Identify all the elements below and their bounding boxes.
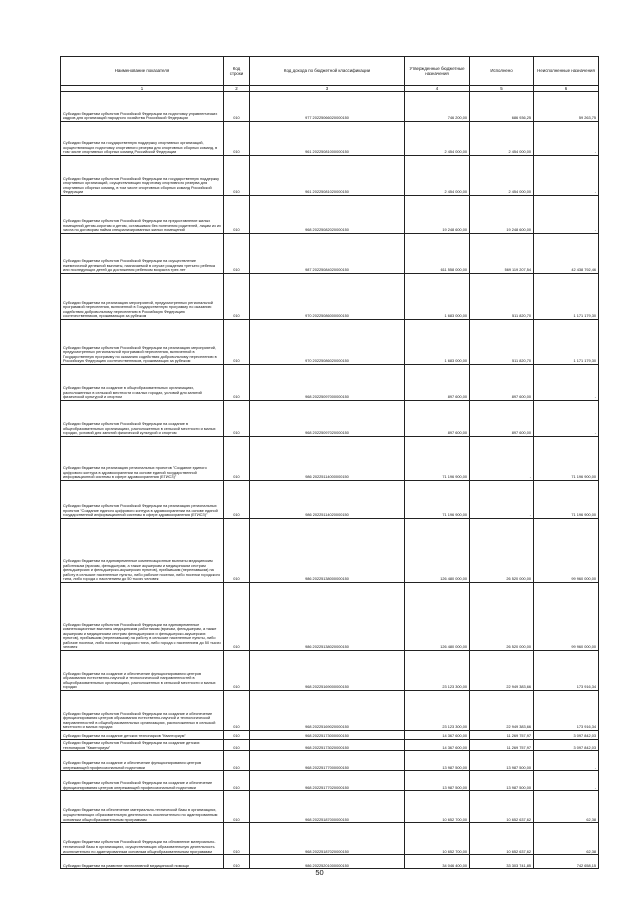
unexecuted-amount-cell: 42 438 792,46 [534, 234, 599, 274]
table-row [61, 771, 599, 791]
approved-amount-cell: 126 480 000,00 [405, 519, 470, 583]
indicator-name-cell: Субсидии бюджетам на государственную поддержку спортивных организаций, осуществляющих подготовку спортивного резерва для спортивных сборных команд, в том числе спортивных сборных команд Российской Федерации [61, 122, 224, 156]
executed-amount-cell: - [470, 437, 534, 481]
indicator-name-cell: Субсидии бюджетам на единовременные компенсационные выплаты медицинским работникам (врачам, фельдшерам, а также акушеркам и медицинским сестрам фельдшерских и фельдшерско-акушерских пунктов), прибывшим (переехавшим) на работу в сельские населенные пункты, либо рабочие поселки, либо поселки городского типа, либо города с населением до 50 тысяч человек [61, 519, 224, 583]
unexecuted-amount-cell: 62,38 [534, 791, 599, 823]
executed-amount-cell: 19 248 600,00 [470, 196, 534, 234]
unexecuted-amount-cell: 99 960 000,00 [534, 519, 599, 583]
table-row [61, 731, 599, 740]
header-approved-appropriations: Утвержденные бюджетные назначения [405, 57, 470, 86]
table-row [61, 92, 599, 122]
table-row [61, 320, 599, 365]
executed-amount-cell: - [470, 481, 534, 519]
indicator-name-cell: Субсидии бюджетам на создание и обеспечение функционирования центров опережающей профессиональной подготовки [61, 751, 224, 771]
executed-amount-cell: 897 600,00 [470, 365, 534, 401]
column-number: 2 [224, 86, 250, 92]
line-code-cell: 010 [224, 691, 250, 731]
header-executed: Исполнено [470, 57, 534, 86]
table-row [61, 196, 599, 234]
executed-amount-cell: 10 652 637,62 [470, 791, 534, 823]
line-code-cell: 010 [224, 519, 250, 583]
unexecuted-amount-cell: 71 196 900,00 [534, 481, 599, 519]
approved-amount-cell: 71 196 900,00 [405, 437, 470, 481]
line-code-cell: 010 [224, 731, 250, 740]
budget-code-cell: 977 20225066020000150 [250, 92, 405, 122]
table-row [61, 437, 599, 481]
approved-amount-cell: 897 600,00 [405, 365, 470, 401]
executed-amount-cell: 33 303 741,85 [470, 855, 534, 869]
approved-amount-cell: 14 367 600,00 [405, 740, 470, 751]
column-number: 6 [534, 86, 599, 92]
table-row [61, 791, 599, 823]
unexecuted-amount-cell: - [534, 751, 599, 771]
budget-code-cell: 961 20225081000000150 [250, 122, 405, 156]
unexecuted-amount-cell: - [534, 365, 599, 401]
unexecuted-amount-cell: 173 916,34 [534, 651, 599, 691]
executed-amount-cell: 511 820,70 [470, 274, 534, 320]
approved-amount-cell: 13 987 500,00 [405, 771, 470, 791]
approved-amount-cell: 13 987 500,00 [405, 751, 470, 771]
approved-amount-cell: 10 652 700,00 [405, 823, 470, 855]
executed-amount-cell: 569 119 207,54 [470, 234, 534, 274]
unexecuted-amount-cell: 62,38 [534, 823, 599, 855]
budget-code-cell: 968 20225187000000150 [250, 791, 405, 823]
table-row [61, 583, 599, 651]
line-code-cell: 010 [224, 234, 250, 274]
table-row [61, 651, 599, 691]
table-row [61, 122, 599, 156]
executed-amount-cell: 10 652 637,62 [470, 823, 534, 855]
approved-amount-cell: 23 123 300,00 [405, 691, 470, 731]
line-code-cell: 010 [224, 751, 250, 771]
line-code-cell: 010 [224, 481, 250, 519]
line-code-cell: 010 [224, 583, 250, 651]
indicator-name-cell: Субсидии бюджетам субъектов Российской Федерации на реализацию региональных проектов "Создание единого цифрового контура в здравоохранении на основе единой государственной информационной системы в сфере здравоохранения (ЕГИСЗ)" [61, 481, 224, 519]
budget-code-cell: 987 20225084020000150 [250, 234, 405, 274]
executed-amount-cell: 2 454 000,00 [470, 156, 534, 196]
line-code-cell: 010 [224, 92, 250, 122]
approved-amount-cell: 34 046 400,00 [405, 855, 470, 869]
executed-amount-cell: 13 987 500,00 [470, 771, 534, 791]
line-code-cell: 010 [224, 437, 250, 481]
unexecuted-amount-cell: - [534, 156, 599, 196]
approved-amount-cell: 611 558 000,00 [405, 234, 470, 274]
budget-code-cell: 968 20225169000000150 [250, 651, 405, 691]
approved-amount-cell: 14 367 600,00 [405, 731, 470, 740]
unexecuted-amount-cell: - [534, 196, 599, 234]
line-code-cell: 010 [224, 791, 250, 823]
budget-execution-table [60, 56, 599, 869]
header-line-code: Код строки [224, 57, 250, 86]
table-row [61, 156, 599, 196]
budget-code-cell: 968 20225173000000150 [250, 731, 405, 740]
line-code-cell: 010 [224, 855, 250, 869]
approved-amount-cell: 2 454 000,00 [405, 156, 470, 196]
line-code-cell: 010 [224, 122, 250, 156]
budget-code-cell: 986 20225114020000150 [250, 481, 405, 519]
executed-amount-cell: 13 987 500,00 [470, 751, 534, 771]
executed-amount-cell: 22 949 383,66 [470, 691, 534, 731]
budget-code-cell: 986 20225201000000150 [250, 855, 405, 869]
approved-amount-cell: 23 123 300,00 [405, 651, 470, 691]
unexecuted-amount-cell: 1 171 179,30 [534, 274, 599, 320]
executed-amount-cell: 22 949 383,66 [470, 651, 534, 691]
budget-code-cell: 961 20225081020000150 [250, 156, 405, 196]
line-code-cell: 010 [224, 401, 250, 437]
approved-amount-cell: 1 683 000,00 [405, 320, 470, 365]
unexecuted-amount-cell: 71 196 900,00 [534, 437, 599, 481]
header-unexecuted-appropriations: Неисполненные назначения [534, 57, 599, 86]
approved-amount-cell: 897 600,00 [405, 401, 470, 437]
indicator-name-cell: Субсидии бюджетам на обеспечение материально-технической базы в организациях, осуществляющих образовательную деятельность исключительно по адаптированным основным общеобразовательным программам [61, 791, 224, 823]
approved-amount-cell: 126 480 000,00 [405, 583, 470, 651]
budget-code-cell: 986 20225114000000150 [250, 437, 405, 481]
unexecuted-amount-cell: 742 658,15 [534, 855, 599, 869]
unexecuted-amount-cell: - [534, 401, 599, 437]
line-code-cell: 010 [224, 651, 250, 691]
column-number: 4 [405, 86, 470, 92]
header-row [61, 57, 599, 86]
line-code-cell: 010 [224, 823, 250, 855]
line-code-cell: 010 [224, 771, 250, 791]
budget-code-cell: 968 20225097020000150 [250, 401, 405, 437]
unexecuted-amount-cell: 59 263,75 [534, 92, 599, 122]
executed-amount-cell: 2 454 000,00 [470, 122, 534, 156]
unexecuted-amount-cell: 3 097 842,03 [534, 740, 599, 751]
budget-code-cell: 968 20225187020000150 [250, 823, 405, 855]
unexecuted-amount-cell: - [534, 122, 599, 156]
indicator-name-cell: Субсидии бюджетам субъектов Российской Федерации на осуществление ежемесячной денежной выплаты, назначаемой в случае рождения третьего ребенка или последующих детей до достижения ребенком возраста трех лет [61, 234, 224, 274]
approved-amount-cell: 19 248 600,00 [405, 196, 470, 234]
indicator-name-cell: Субсидии бюджетам субъектов Российской Федерации на создание и обеспечение функционирования центров образования естественно-научной и технологической направленностей в общеобразовательных организациях, расположенных в сельской местности и малых городах [61, 691, 224, 731]
unexecuted-amount-cell: 3 097 842,03 [534, 731, 599, 740]
executed-amount-cell: 897 600,00 [470, 401, 534, 437]
indicator-name-cell: Субсидии бюджетам на развитие паллиативной медицинской помощи [61, 855, 224, 869]
column-number: 3 [250, 86, 405, 92]
header-budget-classification-code: Код дохода по бюджетной классификации [250, 57, 405, 86]
table-row [61, 855, 599, 869]
line-code-cell: 010 [224, 320, 250, 365]
table-row [61, 481, 599, 519]
budget-code-cell: 986 20225138000000150 [250, 519, 405, 583]
indicator-name-cell: Субсидии бюджетам субъектов Российской Федерации на обновление материально-технической базы в организациях, осуществляющих образовательную деятельность исключительно по адаптированным основным общеобразовательным программам [61, 823, 224, 855]
approved-amount-cell: 71 196 900,00 [405, 481, 470, 519]
executed-amount-cell: 686 936,25 [470, 92, 534, 122]
budget-code-cell: 968 20225082020000150 [250, 196, 405, 234]
table-body [61, 92, 599, 869]
table-row [61, 751, 599, 771]
unexecuted-amount-cell: 1 171 179,30 [534, 320, 599, 365]
indicator-name-cell: Субсидии бюджетам субъектов Российской Федерации на подготовку управленческих кадров для организаций народного хозяйства Российской Федерации [61, 92, 224, 122]
executed-amount-cell: 511 820,70 [470, 320, 534, 365]
executed-amount-cell: 11 269 757,97 [470, 731, 534, 740]
line-code-cell: 010 [224, 196, 250, 234]
executed-amount-cell: 26 520 000,00 [470, 583, 534, 651]
unexecuted-amount-cell: 173 916,34 [534, 691, 599, 731]
indicator-name-cell: Субсидии бюджетам на реализацию мероприятий, предусмотренных региональной программой переселения, включенной в Государственную программу по оказанию содействия добровольному переселению в Российскую Федерацию соотечественников, проживающих за рубежом [61, 274, 224, 320]
table-row [61, 740, 599, 751]
budget-code-cell: 968 20225097000000150 [250, 365, 405, 401]
indicator-name-cell: Субсидии бюджетам субъектов Российской Федерации на государственную поддержку спортивных организаций, осуществляющих подготовку спортивного резерва для спортивных сборных команд, в том числе спортивных сборных команд Российской Федерации [61, 156, 224, 196]
unexecuted-amount-cell: - [534, 771, 599, 791]
header-indicator-name: Наименование показателя [61, 57, 224, 86]
indicator-name-cell: Субсидии бюджетам субъектов Российской Федерации на предоставление жилых помещений детям-сиротам и детям, оставшимся без попечения родителей, лицам из их числа по договорам найма специализированных жилых помещений [61, 196, 224, 234]
indicator-name-cell: Субсидии бюджетам субъектов Российской Федерации на создание в общеобразовательных организациях, расположенных в сельской местности и малых городах, условий для занятий физической культурой и спортом [61, 401, 224, 437]
line-code-cell: 010 [224, 156, 250, 196]
indicator-name-cell: Субсидии бюджетам субъектов Российской Федерации на единовременные компенсационные выплаты медицинским работникам (врачам, фельдшерам, а также акушеркам и медицинским сестрам фельдшерских и фельдшерско-акушерских пунктов), прибывшим (переехавшим) на работу в сельские населенные пункты, либо рабочие поселки, либо поселки городского типа, либо города с населением до 50 тысяч человек [61, 583, 224, 651]
table-row [61, 365, 599, 401]
column-number: 5 [470, 86, 534, 92]
table-row [61, 823, 599, 855]
indicator-name-cell: Субсидии бюджетам на создание в общеобразовательных организациях, расположенных в сельской местности и малых городах, условий для занятий физической культурой и спортом [61, 365, 224, 401]
executed-amount-cell: 11 269 757,97 [470, 740, 534, 751]
line-code-cell: 010 [224, 274, 250, 320]
table-row [61, 234, 599, 274]
unexecuted-amount-cell: 99 960 000,00 [534, 583, 599, 651]
line-code-cell: 010 [224, 365, 250, 401]
approved-amount-cell: 746 200,00 [405, 92, 470, 122]
indicator-name-cell: Субсидии бюджетам субъектов Российской Федерации на создание детских технопарков "Кванториум" [61, 740, 224, 751]
approved-amount-cell: 1 683 000,00 [405, 274, 470, 320]
budget-code-cell: 968 20225169020000150 [250, 691, 405, 731]
table-row [61, 401, 599, 437]
budget-code-cell: 970 20225086020000150 [250, 320, 405, 365]
budget-code-cell: 968 20225177020000150 [250, 771, 405, 791]
indicator-name-cell: Субсидии бюджетам на создание детских технопарков "Кванториум" [61, 731, 224, 740]
indicator-name-cell: Субсидии бюджетам на создание и обеспечение функционирования центров образования естественно-научной и технологической направленностей в общеобразовательных организациях, расположенных в сельской местности и малых городах [61, 651, 224, 691]
table-row [61, 519, 599, 583]
budget-code-cell: 970 20225086000000150 [250, 274, 405, 320]
indicator-name-cell: Субсидии бюджетам субъектов Российской Федерации на создание и обеспечение функционирования центров опережающей профессиональной подготовки [61, 771, 224, 791]
indicator-name-cell: Субсидии бюджетам субъектов Российской Федерации на реализацию мероприятий, предусмотренных региональной программой переселения, включенной в Государственную программу по оказанию содействия добровольному переселению в Российскую Федерацию соотечественников, проживающих за рубежом [61, 320, 224, 365]
indicator-name-cell: Субсидии бюджетам на реализацию региональных проектов "Создание единого цифрового контура в здравоохранении на основе единой государственной информационной системы в сфере здравоохранения (ЕГИСЗ)" [61, 437, 224, 481]
table-row [61, 274, 599, 320]
budget-code-cell: 968 20225177000000150 [250, 751, 405, 771]
line-code-cell: 010 [224, 740, 250, 751]
budget-code-cell: 986 20225138020000150 [250, 583, 405, 651]
budget-code-cell: 968 20225173020000150 [250, 740, 405, 751]
table-row [61, 691, 599, 731]
report-sheet [60, 56, 598, 869]
approved-amount-cell: 2 454 000,00 [405, 122, 470, 156]
column-number: 1 [61, 86, 224, 92]
page-number: 50 [315, 868, 324, 877]
executed-amount-cell: 26 520 000,00 [470, 519, 534, 583]
approved-amount-cell: 10 652 700,00 [405, 791, 470, 823]
